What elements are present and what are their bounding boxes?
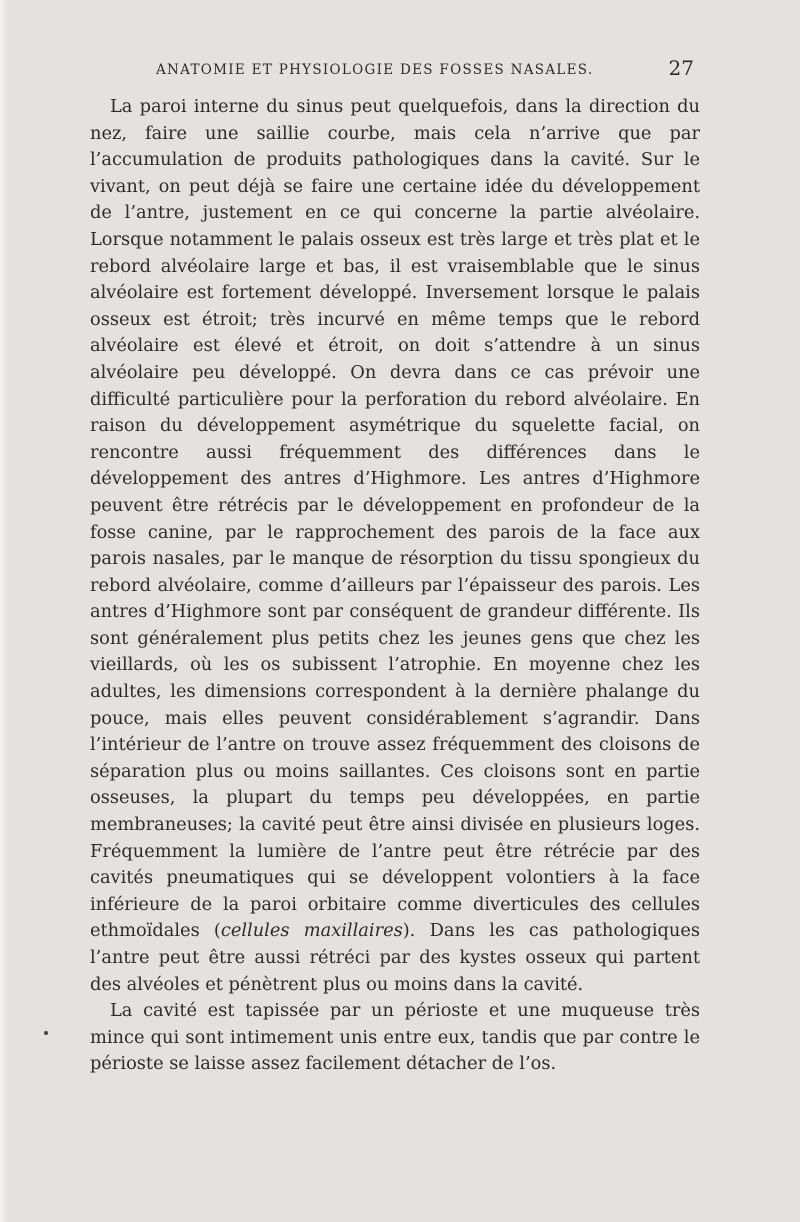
running-header xyxy=(90,56,700,86)
page-number: 27 xyxy=(668,56,694,80)
paragraph-sinus-wall xyxy=(90,94,700,998)
margin-speck xyxy=(44,1031,48,1035)
paragraph-periosteum: La cavité est tapissée par un périoste et une muqueuse très mince qui sont intimement unis entre eux, tandis que par contre le périoste se laisse assez facilement détacher de l’os. xyxy=(90,1000,700,1075)
italic-term: cellules maxillaires xyxy=(220,920,403,942)
paragraph-text-part-2: ). Dans les cas pathologiques l’antre peut être aussi rétréci par des kystes osseux qui partent des alvéoles et pénètrent plus ou moins dans la cavité. xyxy=(90,920,700,995)
paragraph-text-part-1: La paroi interne du sinus peut quelquefois, dans la direction du nez, faire une saillie courbe, mais cela n’arrive que par l’accumulation de produits pathologiques dans la cavité. Sur le vivant, on peut déjà se faire une certaine idée du développement de l’antre, justement en ce qui concerne la partie alvéolaire. Lorsque notamment le palais osseux est très large et très plat et le rebord alvéolaire large et bas, il est vraisemblable que le sinus alvéolaire est fortement développé. Inversement lorsque le palais osseux est étroit; très incurvé en même temps que le rebord alvéolaire est élevé et étroit, on doit s’attendre à un sinus alvéolaire peu développé. On devra dans ce cas prévoir une difficulté particulière pour la perforation du rebord alvéolaire. En raison du développement asymétrique du squelette facial, on rencontre aussi fréquemment des différences dans le développement des antres d’Highmore. Les antres d’Highmore peuvent être rétrécis par le développement en profondeur de la fosse canine, par le rapprochement des parois de la face aux parois nasales, par le manque de résorption du tissu spongieux du rebord alvéolaire, comme d’ailleurs par l’épaisseur des parois. Les antres d’Highmore sont par conséquent de grandeur différente. Ils sont généralement plus petits chez les jeunes gens que chez les vieillards, où les os subissent l’atrophie. En moyenne chez les adultes, les dimensions correspondent à la dernière phalange du pouce, mais elles peuvent considérablement s’agrandir. Dans l’intérieur de l’antre on trouve assez fréquemment des cloisons de séparation plus ou moins saillantes. Ces cloisons sont en partie osseuses, la plupart du temps peu développées, en partie membraneuses; la cavité peut être ainsi divisée en plusieurs loges. Fréquemment la lumière de l’antre peut être rétrécie par des cavités pneumatiques qui se développent volontiers à la face inférieure de la paroi orbitaire comme diverticules des cellules ethmoïdales ( xyxy=(90,96,700,942)
body-text xyxy=(90,94,700,1078)
running-title: ANATOMIE ET PHYSIOLOGIE DES FOSSES NASALES. xyxy=(156,62,594,78)
book-page xyxy=(90,56,700,1078)
scan-edge xyxy=(0,0,8,1222)
